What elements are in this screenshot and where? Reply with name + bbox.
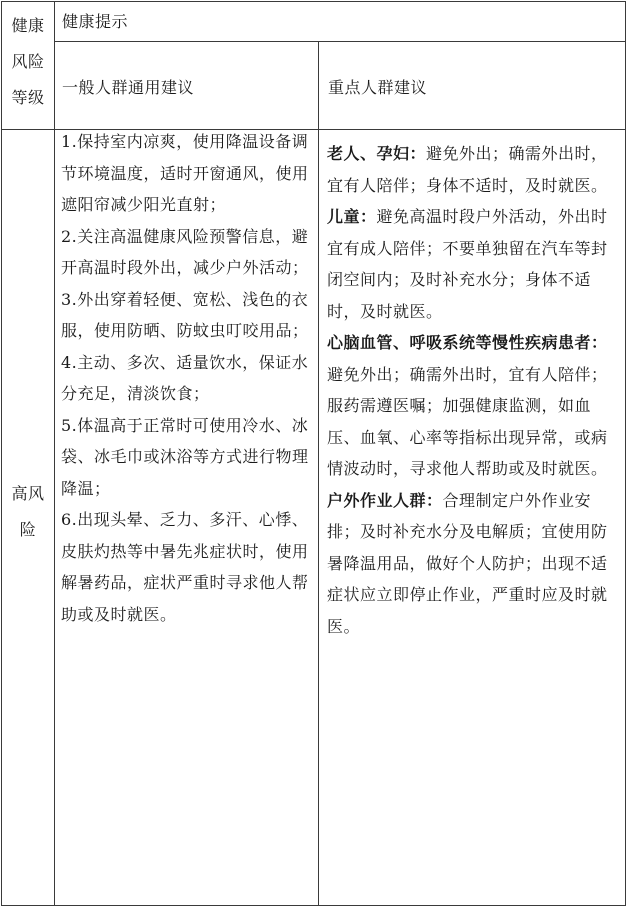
group-name: 心脑血管、呼吸系统等慢性疾病患者： — [327, 333, 608, 352]
health-advice-table — [1, 1, 626, 906]
level-line: 险 — [19, 520, 37, 539]
header-line: 等级 — [11, 88, 45, 107]
key-advice-item — [327, 327, 619, 485]
general-advice-header: 一般人群通用建议 — [62, 78, 195, 97]
risk-level-header — [2, 11, 54, 113]
health-tips-header: 健康提示 — [62, 12, 129, 31]
key-advice-list — [327, 138, 619, 642]
table-border-bottom — [1, 905, 626, 906]
key-advice-item — [327, 138, 619, 201]
table-divider-columns — [318, 41, 319, 906]
table-border-left — [1, 1, 2, 906]
general-advice-item: 6.出现头晕、乏力、多汗、心悸、皮肤灼热等中暑先兆症状时，使用解暑药品，症状严重时寻求他人帮助或及时就医。 — [61, 510, 309, 624]
group-name: 儿童： — [327, 207, 377, 226]
risk-level-value — [2, 479, 54, 545]
table-divider-level — [54, 1, 55, 906]
key-advice-header: 重点人群建议 — [328, 78, 428, 97]
general-advice-item: 2.关注高温健康风险预警信息，避开高温时段外出，减少户外活动； — [61, 226, 309, 277]
general-advice-item: 3.外出穿着轻便、宽松、浅色的衣服，使用防晒、防蚊虫叮咬用品； — [61, 289, 309, 340]
level-line: 高风 — [11, 484, 45, 503]
table-divider-tips — [54, 41, 626, 42]
group-advice: 避免外出；确需外出时，宜有人陪伴；身体不适时，及时就医。 — [327, 144, 608, 195]
group-advice: 避免外出；确需外出时，宜有人陪伴；服药需遵医嘱；加强健康监测，如血压、血氧、心率等指标出现异常，或病情波动时，寻求他人帮助或及时就医。 — [327, 364, 608, 478]
general-advice-item: 5.体温高于正常时可使用冷水、冰袋、冰毛巾或沐浴等方式进行物理降温； — [61, 415, 309, 498]
group-advice: 避免高温时段户外活动，外出时宜有成人陪伴；不要单独留在汽车等封闭空间内；及时补充水分；身体不适时，及时就医。 — [327, 207, 608, 321]
group-name: 老人、孕妇： — [327, 144, 427, 163]
key-advice-item — [327, 485, 619, 643]
table-border-top — [1, 1, 626, 2]
header-line: 健康 — [11, 16, 45, 35]
group-advice: 合理制定户外作业安排；及时补充水分及电解质；宜使用防暑降温用品，做好个人防护；出现不适症状应立即停止作业，严重时应及时就医。 — [327, 490, 608, 636]
group-name: 户外作业人群： — [327, 490, 443, 510]
table-border-right — [625, 1, 626, 906]
general-advice-item: 1.保持室内凉爽，使用降温设备调节环境温度，适时开窗通风，使用遮阳帘减少阳光直射； — [61, 132, 309, 214]
header-line: 风险 — [11, 52, 45, 71]
general-advice-list — [61, 126, 313, 630]
key-advice-item — [327, 201, 619, 327]
general-advice-item: 4.主动、多次、适量饮水，保证水分充足，清淡饮食； — [61, 352, 309, 403]
